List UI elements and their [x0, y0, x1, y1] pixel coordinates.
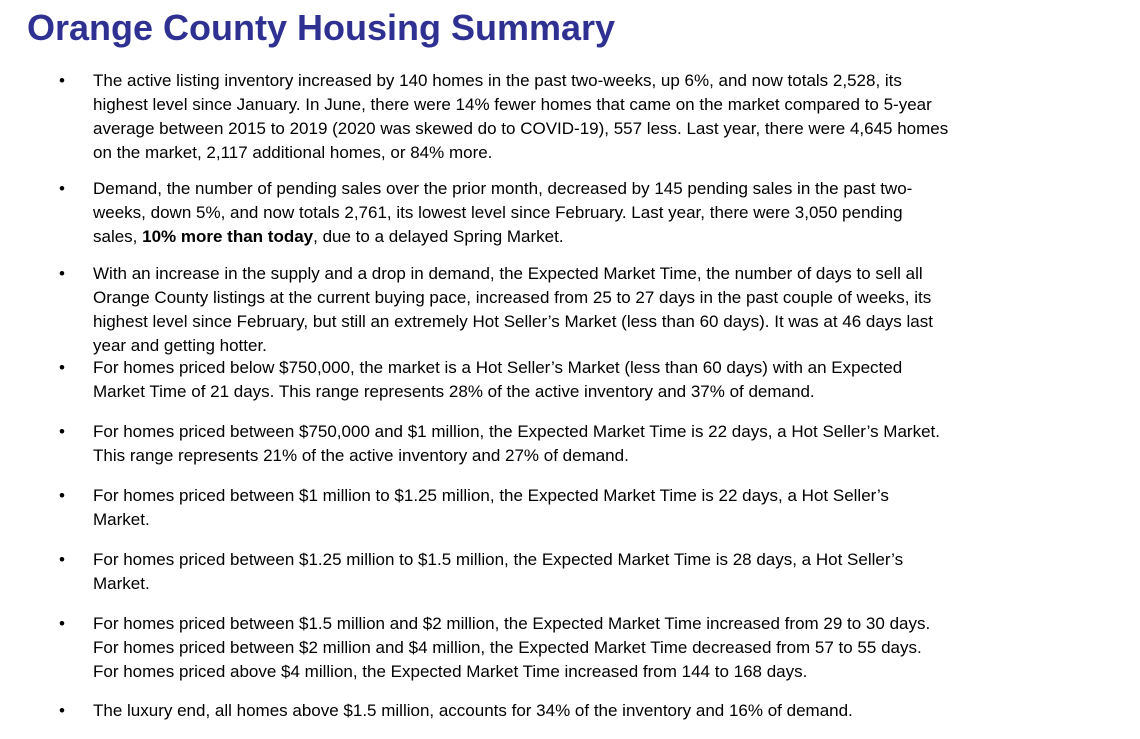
bullet-line: For homes priced below $750,000, the market is a Hot Seller’s Market (less than 60 days) with an Expected — [93, 358, 903, 377]
bullet-line: The active listing inventory increased by 140 homes in the past two-weeks, up 6%, and now totals 2,528, its — [93, 71, 902, 90]
bullet-line: For homes priced between $1.5 million and $2 million, the Expected Market Time increased from 29 to 30 days. — [93, 614, 931, 633]
bullet-line: This range represents 21% of the active inventory and 27% of demand. — [93, 446, 629, 465]
bullet-line: For homes priced above $4 million, the Expected Market Time increased from 144 to 168 days. — [93, 662, 808, 681]
bullet-text — [93, 356, 1098, 404]
bullet-marker: • — [59, 422, 65, 441]
bullet-line: Demand, the number of pending sales over the prior month, decreased by 145 pending sales in the past two- — [93, 179, 913, 198]
bullet-marker: • — [59, 179, 65, 198]
page-title: Orange County Housing Summary — [27, 7, 616, 48]
bullet-line: highest level since January. In June, there were 14% fewer homes that came on the market compared to 5-year — [93, 95, 932, 114]
bullet-line: year and getting hotter. — [93, 336, 267, 355]
bullet-line: weeks, down 5%, and now totals 2,761, its lowest level since February. Last year, there were 3,050 pending — [93, 203, 903, 222]
bullet-text — [93, 177, 1098, 249]
bullet-line: highest level since February, but still an extremely Hot Seller’s Market (less than 60 days). It was at 46 days last — [93, 312, 933, 331]
bullet-line: For homes priced between $2 million and $4 million, the Expected Market Time decreased from 57 to 55 days. — [93, 638, 922, 657]
bullet-line-segment: sales, — [93, 227, 143, 246]
bullet-text — [93, 548, 1098, 596]
bullet-line: For homes priced between $1 million to $1.25 million, the Expected Market Time is 22 days, a Hot Seller’s — [93, 486, 889, 505]
bullet-line: With an increase in the supply and a drop in demand, the Expected Market Time, the number of days to sell all — [93, 264, 923, 283]
bullet-line: For homes priced between $1.25 million to $1.5 million, the Expected Market Time is 28 days, a Hot Seller’s — [93, 550, 904, 569]
bullet-text — [93, 69, 1098, 165]
bullet-line: The luxury end, all homes above $1.5 million, accounts for 34% of the inventory and 16% of demand. — [93, 701, 853, 720]
bullet-line — [93, 225, 1098, 249]
bullet-line: For homes priced between $750,000 and $1 million, the Expected Market Time is 22 days, a Hot Seller’s Market. — [93, 422, 940, 441]
bullet-text — [93, 699, 1098, 723]
bullet-text — [93, 420, 1098, 468]
emphasis-text: 10% more than today — [142, 227, 314, 246]
bullet-text — [93, 484, 1098, 532]
bullet-line: Market. — [93, 510, 150, 529]
bullet-line-segment: , due to a delayed Spring Market. — [313, 227, 564, 246]
bullet-marker: • — [59, 71, 65, 90]
bullet-line: Orange County listings at the current buying pace, increased from 25 to 27 days in the past couple of weeks, its — [93, 288, 932, 307]
bullet-line: Market Time of 21 days. This range represents 28% of the active inventory and 37% of demand. — [93, 382, 815, 401]
bullet-marker: • — [59, 358, 65, 377]
bullet-text — [93, 612, 1098, 684]
bullet-marker: • — [59, 264, 65, 283]
bullet-marker: • — [59, 614, 65, 633]
bullet-line: average between 2015 to 2019 (2020 was skewed do to COVID-19), 557 less. Last year, there were 4,645 homes — [93, 119, 949, 138]
bullet-text — [93, 262, 1098, 358]
bullet-line: Market. — [93, 574, 150, 593]
bullet-marker: • — [59, 701, 65, 720]
bullet-marker: • — [59, 550, 65, 569]
bullet-line: on the market, 2,117 additional homes, or 84% more. — [93, 143, 493, 162]
bullet-marker: • — [59, 486, 65, 505]
